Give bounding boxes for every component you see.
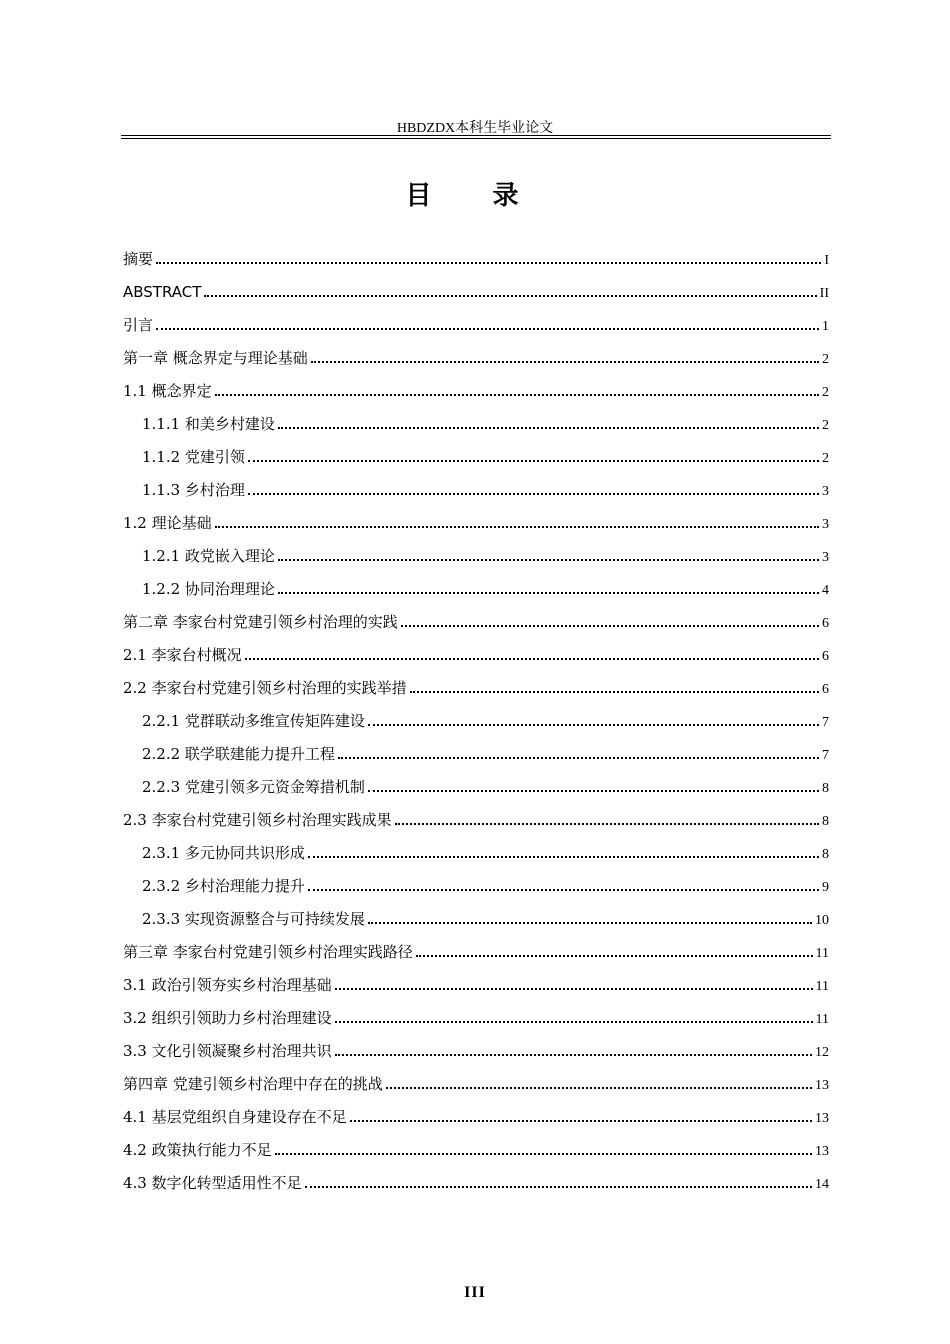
toc-entry-label: 4.3 数字化转型适用性不足 xyxy=(123,1174,302,1192)
toc-entry[interactable] xyxy=(123,281,829,303)
toc-leader-dots xyxy=(311,355,819,363)
toc-entry-label: 3.2 组织引领助力乡村治理建设 xyxy=(123,1009,332,1027)
toc-entry-label: 1.1.1 和美乡村建设 xyxy=(142,415,275,433)
toc-leader-dots xyxy=(308,883,819,891)
toc-entry-page: 2 xyxy=(822,418,829,433)
toc-entry-page: 10 xyxy=(815,913,829,928)
toc-entry[interactable] xyxy=(142,413,829,435)
toc-entry-page: 8 xyxy=(822,814,829,829)
toc-leader-dots xyxy=(386,1081,812,1089)
toc-leader-dots xyxy=(308,850,819,858)
toc-entry-page: 12 xyxy=(815,1045,829,1060)
toc-entry-label: 第三章 李家台村党建引领乡村治理实践路径 xyxy=(123,943,413,961)
toc-entry-label: 2.2 李家台村党建引领乡村治理的实践举措 xyxy=(123,679,407,697)
toc-entry-label: 1.1.3 乡村治理 xyxy=(142,481,245,499)
toc-entry[interactable] xyxy=(123,809,829,831)
toc-entry[interactable] xyxy=(123,677,829,699)
toc-leader-dots xyxy=(368,784,819,792)
toc-entry-page: 8 xyxy=(822,781,829,796)
toc-entry-page: 3 xyxy=(822,517,829,532)
toc-entry-label: 3.1 政治引领夯实乡村治理基础 xyxy=(123,976,332,994)
header-rule xyxy=(121,135,831,139)
toc-entry[interactable] xyxy=(142,578,829,600)
toc-entry-label: 2.3.1 多元协同共识形成 xyxy=(142,844,305,862)
toc-entry[interactable] xyxy=(142,545,829,567)
toc-leader-dots xyxy=(215,520,819,528)
toc-entry[interactable] xyxy=(123,611,829,633)
toc-entry-page: 8 xyxy=(822,847,829,862)
toc-leader-dots xyxy=(368,916,812,924)
toc-entry-label: 4.2 政策执行能力不足 xyxy=(123,1141,272,1159)
toc-leader-dots xyxy=(248,454,819,462)
toc-leader-dots xyxy=(410,685,819,693)
toc-entry-page: 3 xyxy=(822,550,829,565)
toc-entry-page: 11 xyxy=(815,979,829,994)
toc-entry[interactable] xyxy=(123,248,829,270)
toc-entry-label: ABSTRACT xyxy=(123,283,202,301)
toc-entry-label: 1.1.2 党建引领 xyxy=(142,448,245,466)
toc-entry-page: 14 xyxy=(815,1177,829,1192)
toc-entry[interactable] xyxy=(123,380,829,402)
toc-entry-page: 6 xyxy=(822,682,829,697)
toc-entry[interactable] xyxy=(123,974,829,996)
toc-entry-label: 2.2.1 党群联动多维宣传矩阵建设 xyxy=(142,712,365,730)
toc-entry[interactable] xyxy=(123,644,829,666)
toc-leader-dots xyxy=(335,1015,813,1023)
toc-leader-dots xyxy=(278,421,819,429)
toc-leader-dots xyxy=(278,553,819,561)
toc-entry-label: 第四章 党建引领乡村治理中存在的挑战 xyxy=(123,1075,383,1093)
toc-entry[interactable] xyxy=(142,710,829,732)
toc-entry[interactable] xyxy=(142,743,829,765)
toc-entry-label: 1.2.1 政党嵌入理论 xyxy=(142,547,275,565)
toc-entry[interactable] xyxy=(123,1007,829,1029)
toc-leader-dots xyxy=(401,619,819,627)
toc-leader-dots xyxy=(278,586,819,594)
toc-entry-label: 2.3 李家台村党建引领乡村治理实践成果 xyxy=(123,811,392,829)
toc-entry[interactable] xyxy=(123,347,829,369)
toc-entry-label: 4.1 基层党组织自身建设存在不足 xyxy=(123,1108,347,1126)
toc-leader-dots xyxy=(335,982,813,990)
toc-entry-label: 摘要 xyxy=(123,250,154,268)
toc-entry-page: 2 xyxy=(822,451,829,466)
toc-entry-label: 2.2.3 党建引领多元资金筹措机制 xyxy=(142,778,365,796)
toc-entry-label: 1.2.2 协同治理理论 xyxy=(142,580,275,598)
toc-entry[interactable] xyxy=(142,446,829,468)
toc-entry-page: 7 xyxy=(822,715,829,730)
toc-entry-page: 3 xyxy=(822,484,829,499)
toc-entry[interactable] xyxy=(123,941,829,963)
toc-leader-dots xyxy=(275,1147,812,1155)
toc-leader-dots xyxy=(156,256,821,264)
toc-entry-page: 7 xyxy=(822,748,829,763)
toc-entry-page: 9 xyxy=(822,880,829,895)
toc-entry[interactable] xyxy=(123,1073,829,1095)
toc-leader-dots xyxy=(215,388,819,396)
toc-leader-dots xyxy=(204,289,816,297)
toc-entry-page: 11 xyxy=(815,1012,829,1027)
toc-entry[interactable] xyxy=(142,875,829,897)
toc-entry[interactable] xyxy=(142,776,829,798)
toc-entry[interactable] xyxy=(142,908,829,930)
toc-entry-page: 6 xyxy=(822,649,829,664)
running-header: HBDZDX本科生毕业论文 xyxy=(396,121,554,136)
toc-entry-label: 2.1 李家台村概况 xyxy=(123,646,242,664)
toc-entry-label: 2.3.3 实现资源整合与可持续发展 xyxy=(142,910,365,928)
toc-leader-dots xyxy=(350,1114,812,1122)
toc-entry-page: 2 xyxy=(822,352,829,367)
toc-leader-dots xyxy=(245,652,819,660)
toc-leader-dots xyxy=(338,751,819,759)
toc-entry-label: 2.2.2 联学联建能力提升工程 xyxy=(142,745,335,763)
toc-entry-page: 1 xyxy=(822,319,829,334)
toc-leader-dots xyxy=(156,322,819,330)
toc-entry-page: 2 xyxy=(822,385,829,400)
toc-entry-label: 2.3.2 乡村治理能力提升 xyxy=(142,877,305,895)
toc-entry[interactable] xyxy=(123,1139,829,1161)
toc-entry-page: 13 xyxy=(815,1144,829,1159)
toc-entry-page: II xyxy=(819,286,829,301)
toc-entry-page: 4 xyxy=(822,583,829,598)
toc-title: 目 录 xyxy=(405,181,545,211)
toc-entry[interactable] xyxy=(123,1172,829,1194)
toc-entry[interactable] xyxy=(123,1106,829,1128)
toc-entry[interactable] xyxy=(123,1040,829,1062)
toc-entry-label: 1.2 理论基础 xyxy=(123,514,212,532)
toc-entry-label: 3.3 文化引领凝聚乡村治理共识 xyxy=(123,1042,332,1060)
toc-leader-dots xyxy=(416,949,813,957)
toc-entry-page: 11 xyxy=(815,946,829,961)
toc-entry-page: 13 xyxy=(815,1111,829,1126)
toc-entry-page: 6 xyxy=(822,616,829,631)
toc-leader-dots xyxy=(368,718,819,726)
toc-entry-page: I xyxy=(824,253,829,268)
toc-leader-dots xyxy=(248,487,819,495)
toc-entry[interactable] xyxy=(142,842,829,864)
toc-entry-label: 第一章 概念界定与理论基础 xyxy=(123,349,308,367)
toc-entry-label: 引言 xyxy=(123,316,154,334)
toc-entry[interactable] xyxy=(123,512,829,534)
toc-leader-dots xyxy=(335,1048,812,1056)
toc-entry-label: 1.1 概念界定 xyxy=(123,382,212,400)
toc-leader-dots xyxy=(395,817,819,825)
toc-entry[interactable] xyxy=(123,314,829,336)
toc-entry[interactable] xyxy=(142,479,829,501)
toc-entry-page: 13 xyxy=(815,1078,829,1093)
toc-leader-dots xyxy=(305,1180,812,1188)
toc-entry-label: 第二章 李家台村党建引领乡村治理的实践 xyxy=(123,613,398,631)
page-number: III xyxy=(464,1284,486,1301)
